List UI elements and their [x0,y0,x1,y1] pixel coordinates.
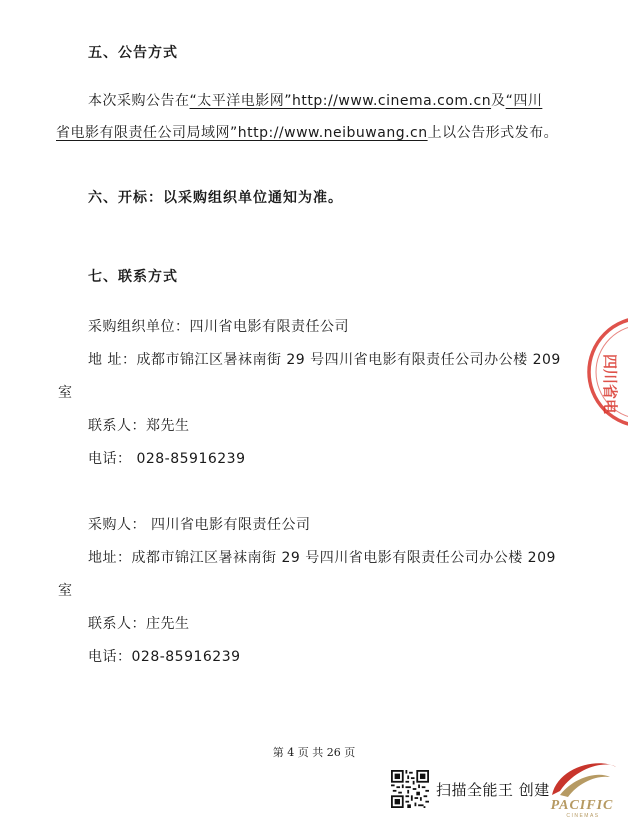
site-link-neibuwang: 省电影有限责任公司局域网”http://www.neibuwang.cn [56,125,428,141]
scanner-watermark: 扫描全能王 创建 [436,781,550,799]
site-link-neibuwang-start: “四川 [505,93,543,109]
publish-text: 上以公告形式发布。 [427,125,559,141]
contact1-phone: 电话： 028-85916239 [88,451,246,467]
page-footer: 第 4 页 共 26 页 [272,746,356,759]
logo-text: PACIFIC [550,798,614,813]
qr-code-icon [391,770,429,808]
section-5-heading: 五、公告方式 [88,45,178,61]
logo-subtext: CINEMAS [566,813,600,819]
intro-text: 本次采购公告在 [88,93,190,109]
contact2-person: 联系人：庄先生 [88,616,190,632]
contact2-buyer: 采购人： 四川省电影有限责任公司 [88,517,311,533]
contact2-phone: 电话：028-85916239 [88,649,241,665]
contact2-address-tail: 室 [58,583,73,599]
contact2-address: 地址：成都市锦江区暑袜南街 29 号四川省电影有限责任公司办公楼 209 [88,550,556,566]
section-5-line-2 [56,122,558,142]
and-text: 及 [491,93,506,109]
section-6-heading: 六、开标：以采购组织单位通知为准。 [88,190,343,206]
section-5-line-1 [88,90,542,110]
seal-text: 四川省电 [601,354,619,415]
company-seal-stamp [583,312,628,432]
contact1-org: 采购组织单位：四川省电影有限责任公司 [88,319,349,335]
pacific-cinemas-logo [538,757,628,819]
contact1-address: 地 址：成都市锦江区暑袜南街 29 号四川省电影有限责任公司办公楼 209 [88,352,561,368]
contact1-person: 联系人：郑先生 [88,418,190,434]
section-7-heading: 七、联系方式 [88,269,178,285]
site-link-cinema: “太平洋电影网”http://www.cinema.com.cn [189,93,492,109]
contact1-address-tail: 室 [58,385,73,401]
